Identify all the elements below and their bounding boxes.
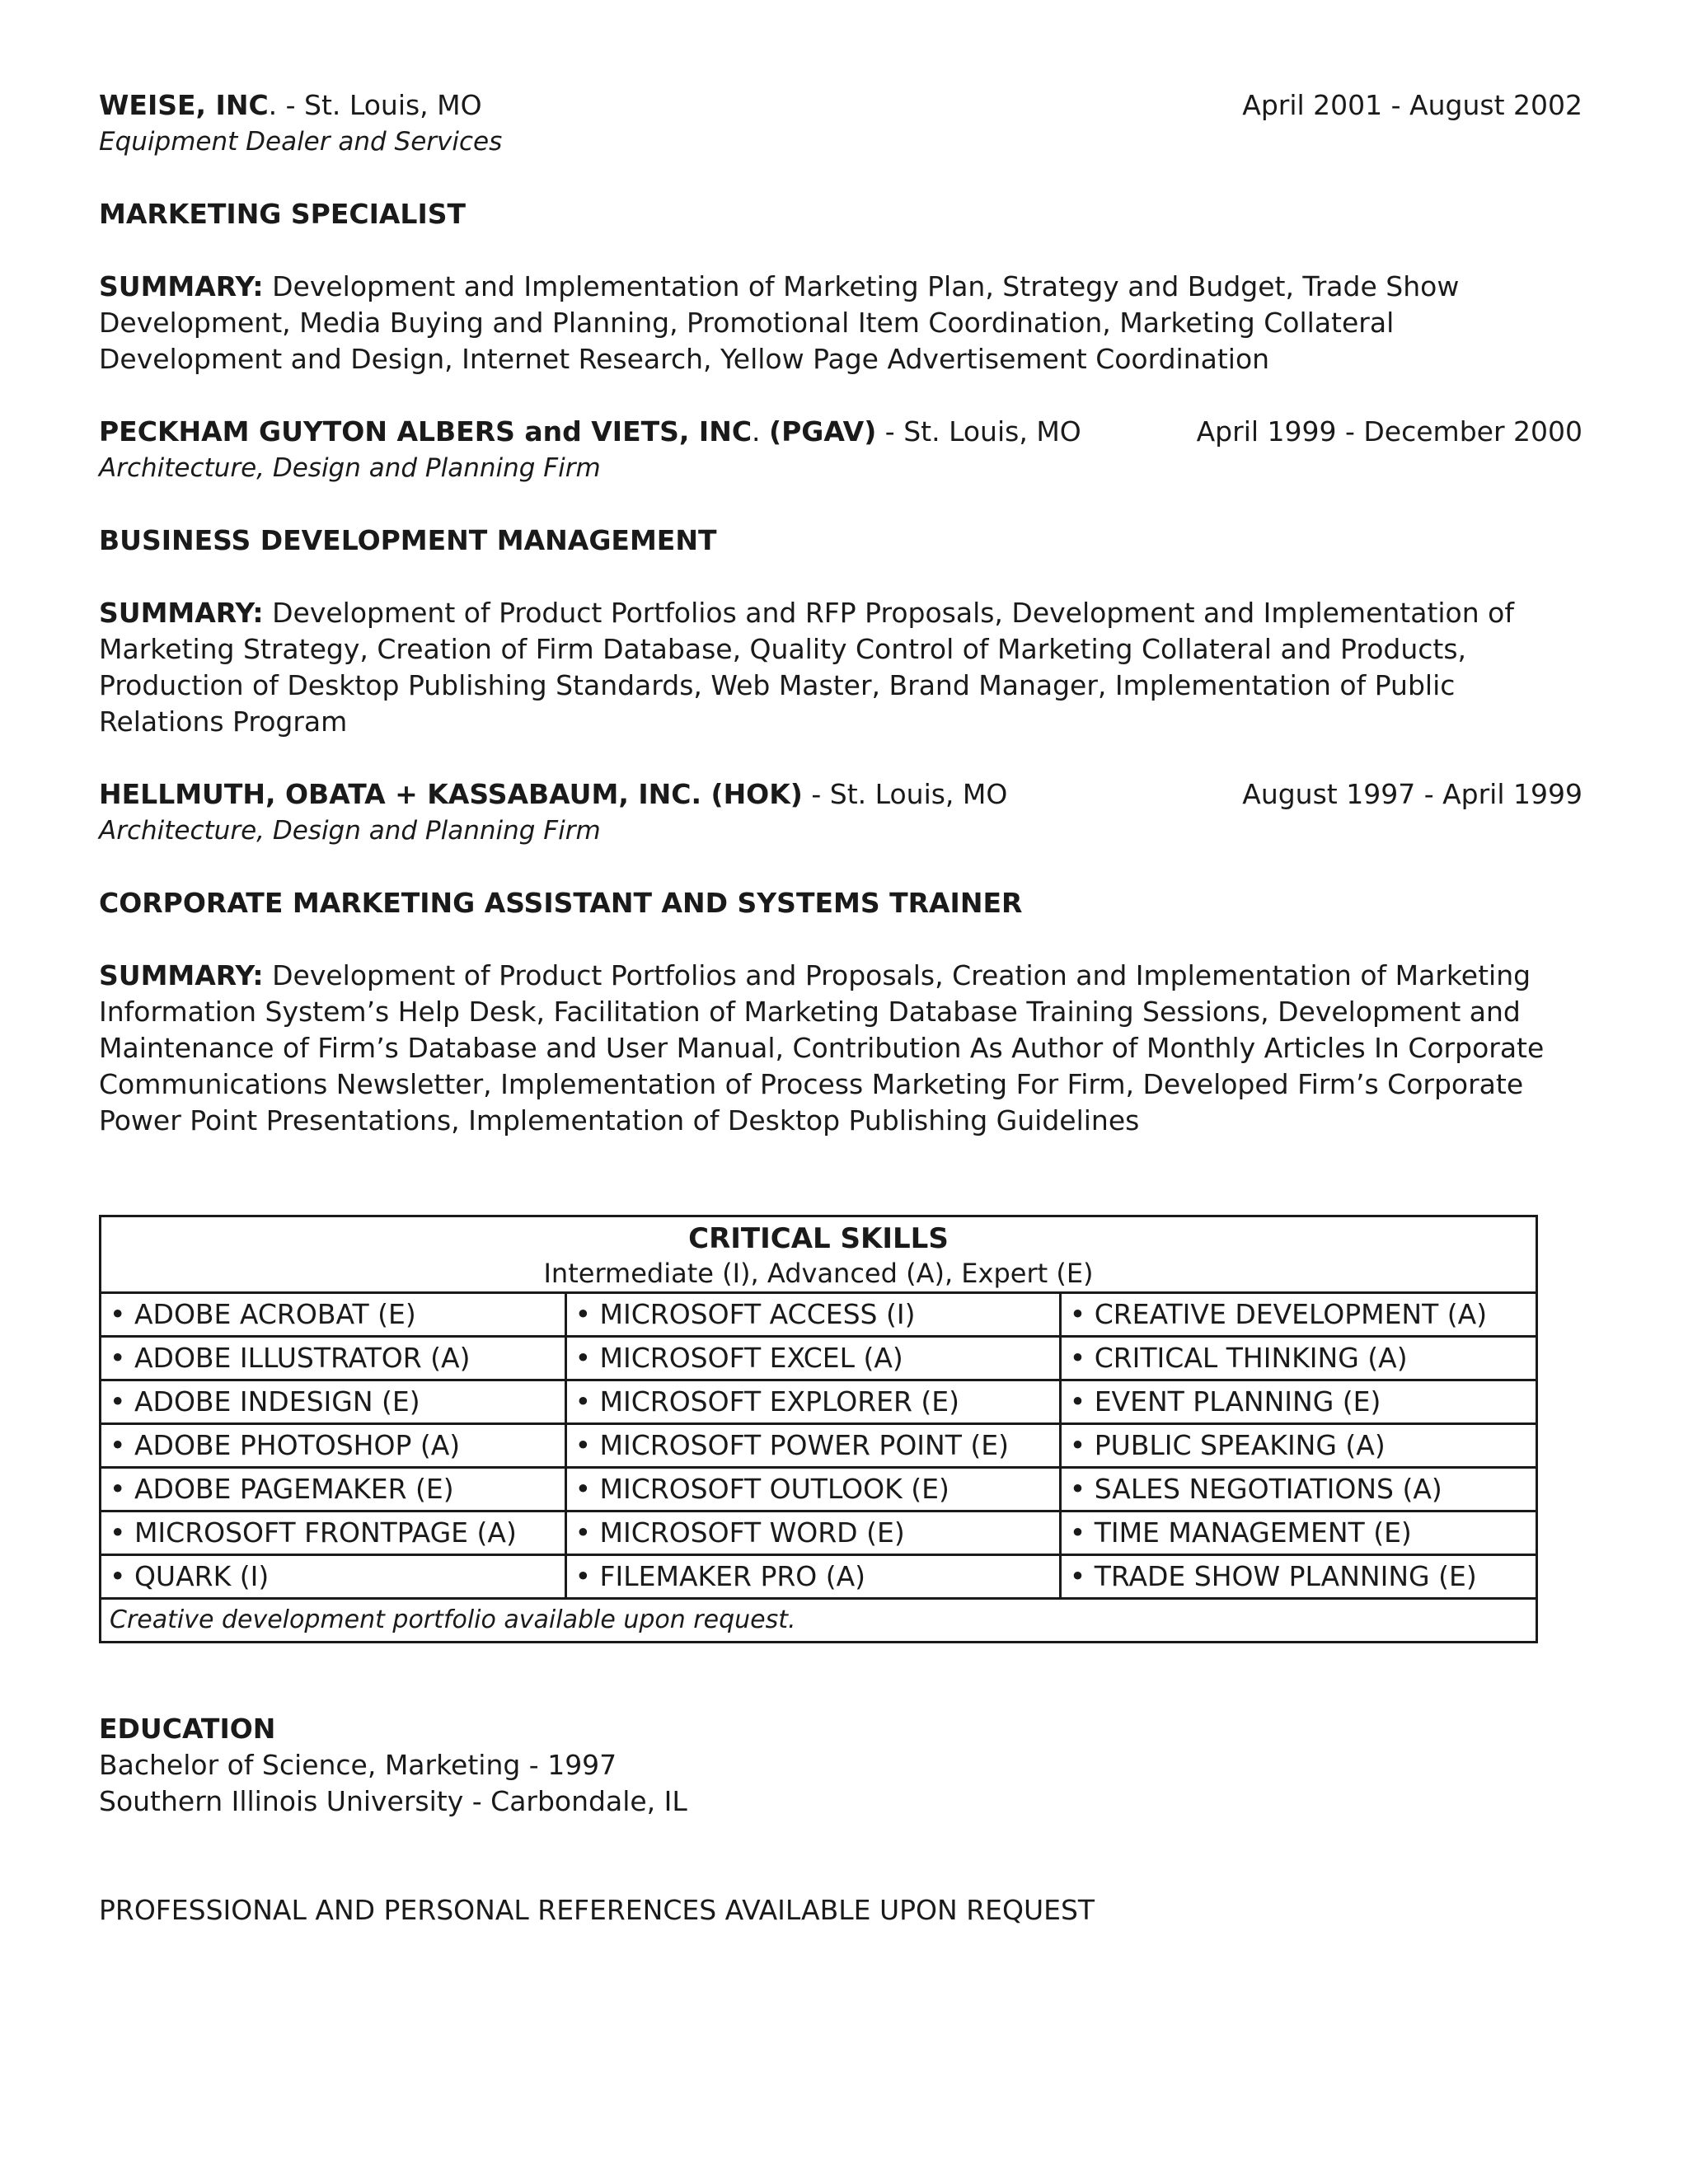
skill-cell: • TIME MANAGEMENT (E) [1060, 1511, 1536, 1555]
company-location: - St. Louis, MO [802, 778, 1008, 810]
skill-cell: • MICROSOFT POWER POINT (E) [565, 1424, 1060, 1468]
summary-text: Development of Product Portfolios and RFP Proposals, Development and Implementation of Marketing Strategy, Creation of Firm Database, Quality Control of Marketing Collateral and Products, Production of Desktop Publishing Standards, Web Master, Brand Manager, Implementation of Public Relations Program [99, 597, 1514, 738]
skills-row [101, 1380, 1537, 1424]
job-pgav [99, 414, 1582, 740]
references-statement: PROFESSIONAL AND PERSONAL REFERENCES AVAILABLE UPON REQUEST [99, 1894, 1095, 1926]
education-degree: Bachelor of Science, Marketing - 1997 [99, 1749, 617, 1781]
summary-label: SUMMARY: [99, 597, 264, 629]
job-title: CORPORATE MARKETING ASSISTANT AND SYSTEMS TRAINER [99, 887, 1023, 919]
skills-header [101, 1216, 1537, 1293]
skills-row [101, 1511, 1537, 1555]
job-header [99, 776, 1582, 813]
skills-row [101, 1337, 1537, 1380]
skill-cell: • MICROSOFT FRONTPAGE (A) [101, 1511, 566, 1555]
skill-cell: • ADOBE ACROBAT (E) [101, 1293, 566, 1337]
skills-header-row [101, 1216, 1537, 1293]
skills-note-row [101, 1599, 1537, 1643]
company-name: PECKHAM GUYTON ALBERS and VIETS, INC [99, 415, 753, 448]
resume-page [99, 87, 1582, 1929]
job-weise [99, 87, 1582, 377]
summary-text: Development of Product Portfolios and Proposals, Creation and Implementation of Marketing Information System’s Help Desk, Facilitation of Marketing Database Training Sessions, Development and Maintenance of Firm’s Database and User Manual, Contribution As Author of Monthly Articles In Corporate Communications Newsletter, Implementation of Process Marketing For Firm, Developed Firm’s Corporate Power Point Presentations, Implementation of Desktop Publishing Guidelines [99, 959, 1545, 1137]
job-dates: August 1997 - April 1999 [1242, 778, 1582, 810]
job-dates: April 1999 - December 2000 [1196, 415, 1582, 448]
skill-cell: • MICROSOFT OUTLOOK (E) [565, 1468, 1060, 1511]
company-industry: Architecture, Design and Planning Firm [99, 816, 601, 846]
skill-cell: • SALES NEGOTIATIONS (A) [1060, 1468, 1536, 1511]
summary-label: SUMMARY: [99, 959, 264, 991]
skill-cell: • MICROSOFT EXCEL (A) [565, 1337, 1060, 1380]
company-line [99, 776, 1007, 813]
skill-cell: • EVENT PLANNING (E) [1060, 1380, 1536, 1424]
skill-cell: • ADOBE PAGEMAKER (E) [101, 1468, 566, 1511]
job-hok [99, 776, 1582, 1139]
skill-cell: • CREATIVE DEVELOPMENT (A) [1060, 1293, 1536, 1337]
education-section [99, 1711, 1582, 1820]
company-name: WEISE, INC [99, 89, 269, 121]
portfolio-note: Creative development portfolio available upon request. [101, 1599, 1537, 1643]
job-summary [99, 269, 1582, 377]
skills-row [101, 1555, 1537, 1599]
skill-cell: • QUARK (I) [101, 1555, 566, 1599]
summary-text: Development and Implementation of Marketing Plan, Strategy and Budget, Trade Show Development, Media Buying and Planning, Promotional Item Coordination, Marketing Collateral Development and Design, Internet Research, Yellow Page Advertisement Coordination [99, 270, 1460, 375]
education-heading: EDUCATION [99, 1713, 276, 1745]
skills-title: CRITICAL SKILLS [688, 1222, 949, 1255]
company-location: - St. Louis, MO [876, 415, 1081, 448]
company-line [99, 414, 1081, 450]
job-summary [99, 958, 1582, 1139]
company-industry: Architecture, Design and Planning Firm [99, 453, 601, 483]
skill-cell: • FILEMAKER PRO (A) [565, 1555, 1060, 1599]
job-header [99, 414, 1582, 450]
job-title: MARKETING SPECIALIST [99, 198, 467, 230]
skill-cell: • ADOBE PHOTOSHOP (A) [101, 1424, 566, 1468]
education-school: Southern Illinois University - Carbondale, IL [99, 1785, 687, 1817]
skill-cell: • MICROSOFT WORD (E) [565, 1511, 1060, 1555]
skills-row [101, 1293, 1537, 1337]
skill-cell: • ADOBE INDESIGN (E) [101, 1380, 566, 1424]
company-industry: Equipment Dealer and Services [99, 127, 503, 157]
skill-cell: • CRITICAL THINKING (A) [1060, 1337, 1536, 1380]
skill-cell: • MICROSOFT EXPLORER (E) [565, 1380, 1060, 1424]
skill-cell: • TRADE SHOW PLANNING (E) [1060, 1555, 1536, 1599]
job-title: BUSINESS DEVELOPMENT MANAGEMENT [99, 524, 717, 556]
skill-cell: • PUBLIC SPEAKING (A) [1060, 1424, 1536, 1468]
company-abbreviation: (PGAV) [769, 415, 877, 448]
skill-cell: • ADOBE ILLUSTRATOR (A) [101, 1337, 566, 1380]
summary-label: SUMMARY: [99, 270, 264, 302]
job-dates: April 2001 - August 2002 [1242, 89, 1582, 121]
job-summary [99, 595, 1582, 740]
skills-row [101, 1424, 1537, 1468]
critical-skills-table [99, 1215, 1538, 1643]
skill-cell: • MICROSOFT ACCESS (I) [565, 1293, 1060, 1337]
company-name: HELLMUTH, OBATA + KASSABAUM, INC. (HOK) [99, 778, 803, 810]
skills-legend: Intermediate (I), Advanced (A), Expert (E) [543, 1258, 1094, 1289]
company-line [99, 87, 482, 124]
company-separator: . [752, 415, 770, 448]
job-header [99, 87, 1582, 124]
company-location: . - St. Louis, MO [268, 89, 482, 121]
skills-row [101, 1468, 1537, 1511]
